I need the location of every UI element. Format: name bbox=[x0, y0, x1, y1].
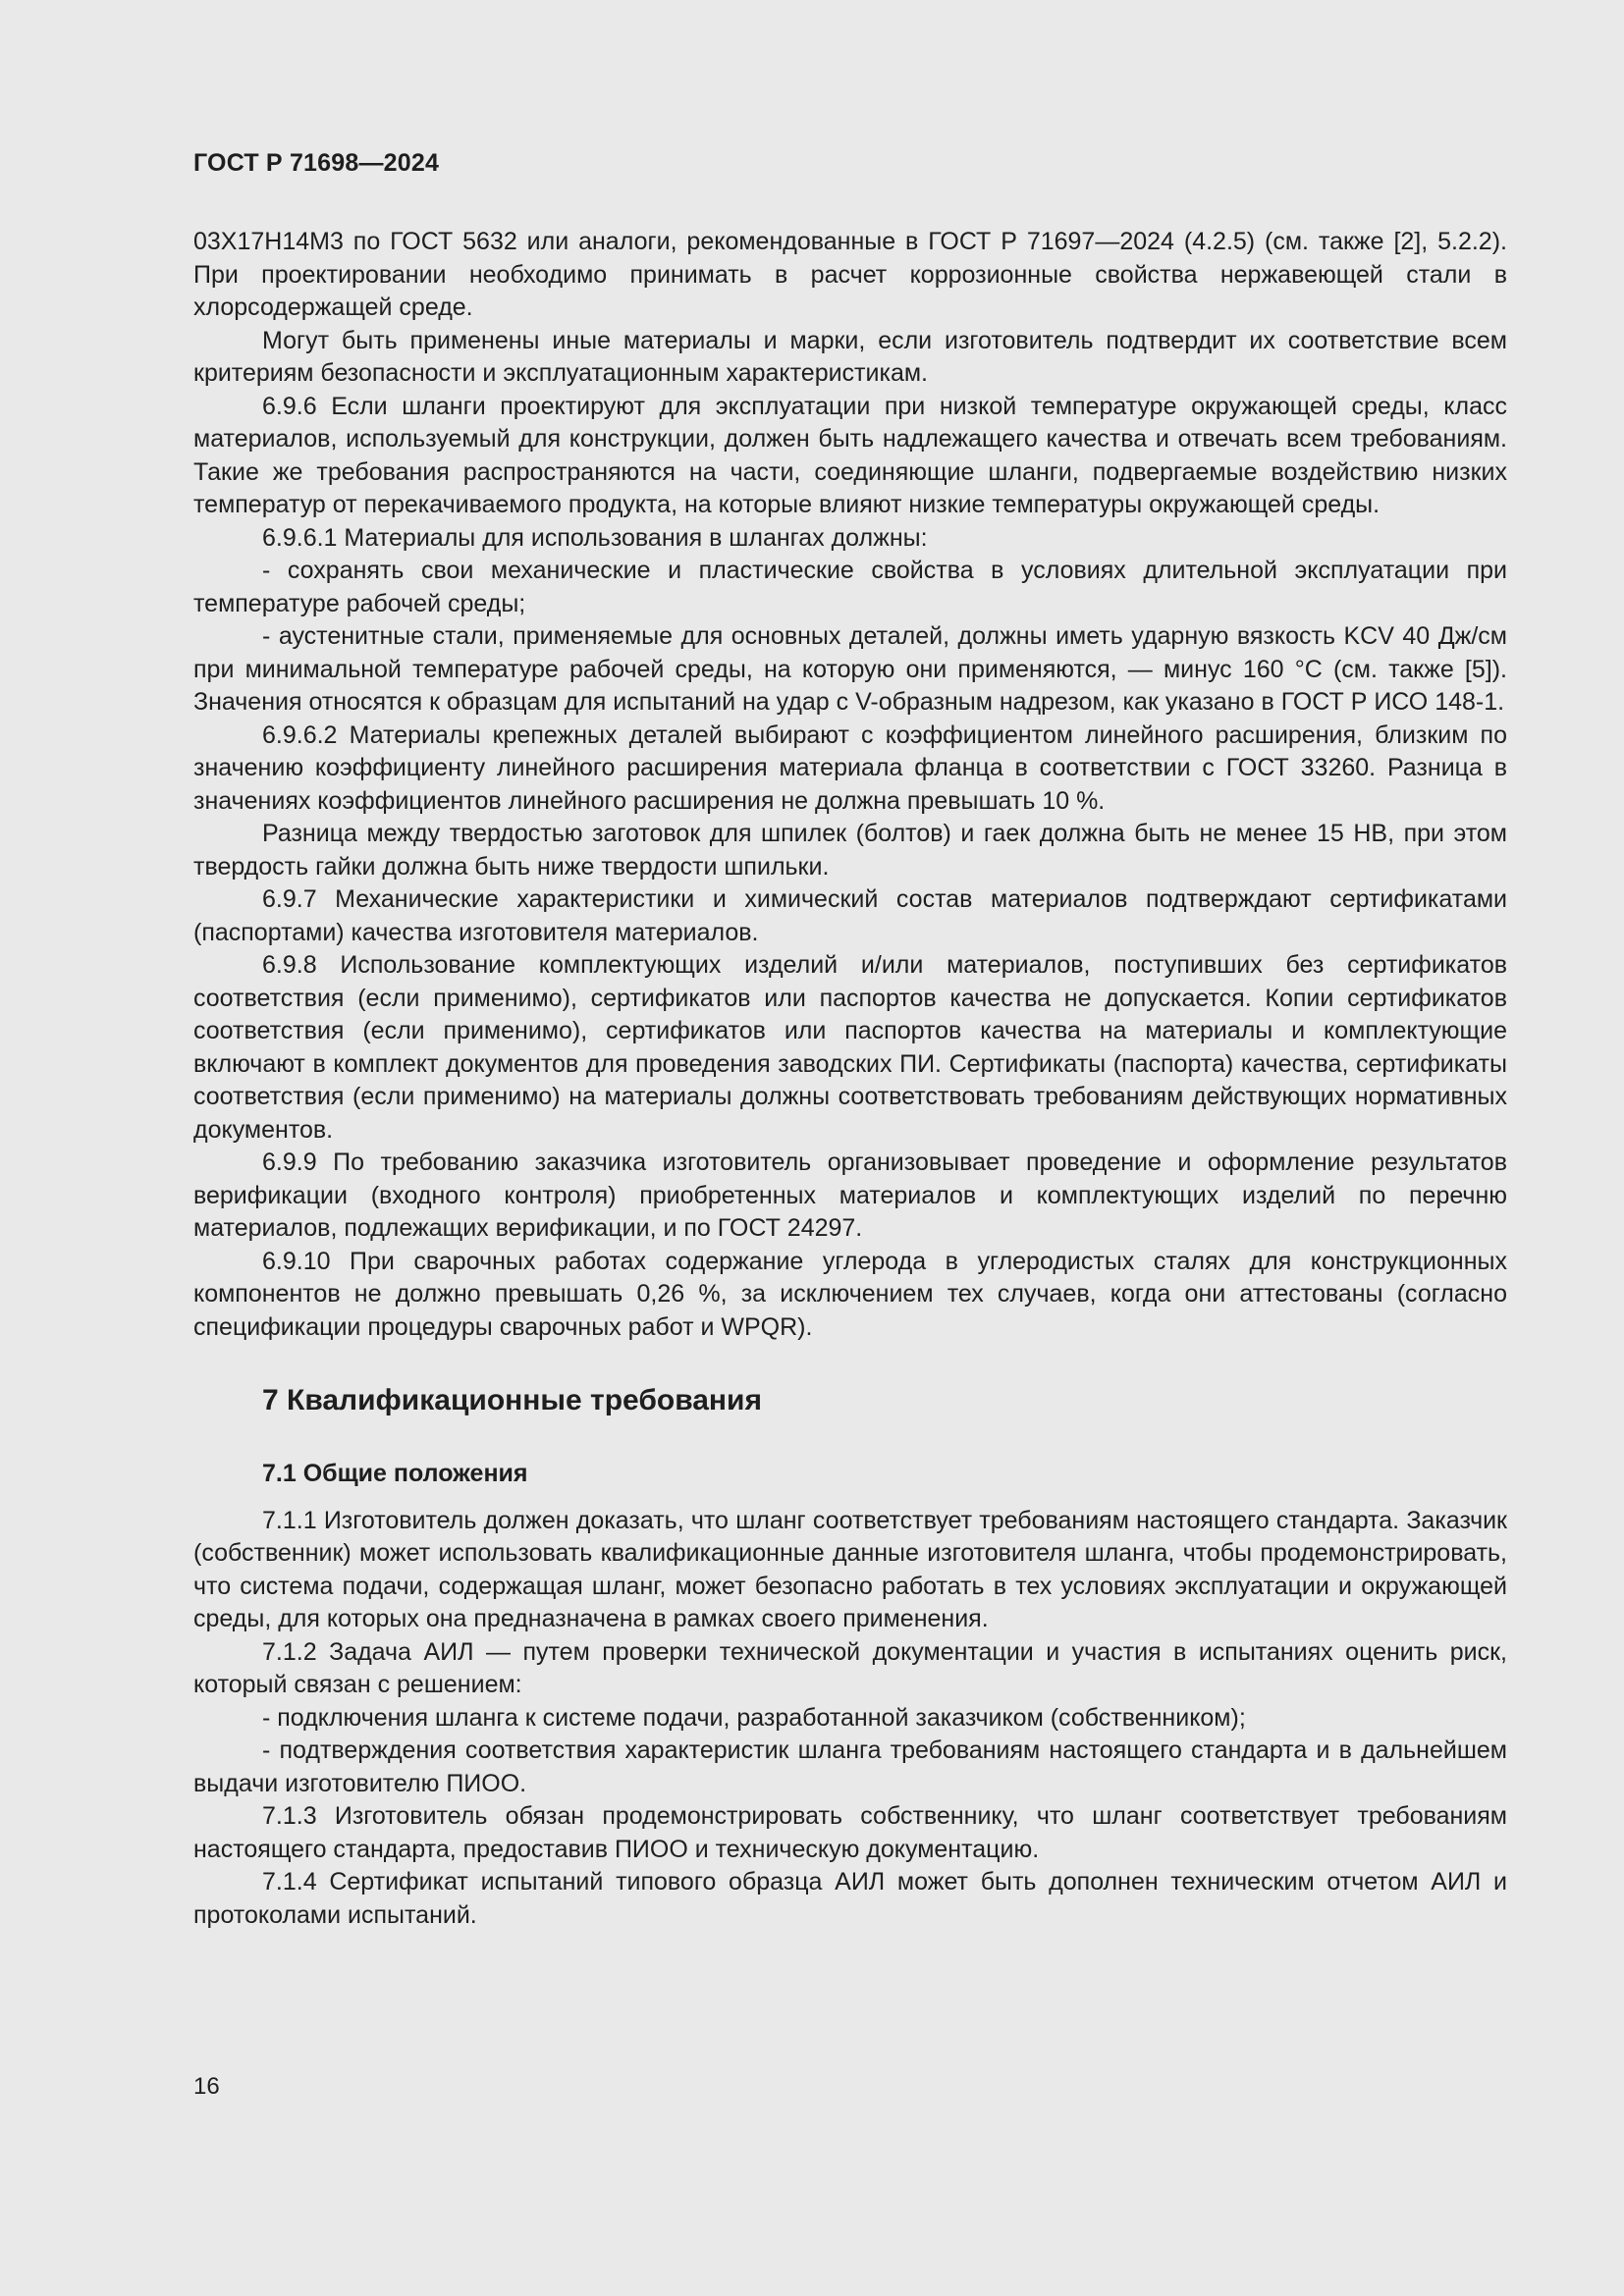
list-item: - подключения шланга к системе подачи, разработанной заказчиком (собственником); bbox=[262, 1703, 1246, 1732]
subsection-heading: 7.1 Общие положения bbox=[262, 1460, 528, 1487]
paragraph: 7.1.3 Изготовитель обязан продемонстрировать собственнику, что шланг соответствует требованиям настоящего стандарта, предоставив ПИОО и техническую документацию. bbox=[193, 1802, 1507, 1863]
paragraph: 6.9.9 По требованию заказчика изготовитель организовывает проведение и оформление результатов верификации (входного контроля) приобретенных материалов и комплектующих изделий по перечню материалов, подлежащих верификации, и по ГОСТ 24297. bbox=[193, 1148, 1507, 1242]
paragraph: 6.9.6.2 Материалы крепежных деталей выбирают с коэффициентом линейного расширения, близким по значению коэффициенту линейного расширения материала фланца в соответствии с ГОСТ 33260. Разница в значениях коэффициентов линейного расширения не должна превышать 10 %. bbox=[193, 721, 1507, 815]
page-number: 16 bbox=[193, 2073, 220, 2100]
paragraph: 6.9.6 Если шланги проектируют для эксплуатации при низкой температуре окружающей среды, класс материалов, используемый для конструкции, должен быть надлежащего качества и отвечать всем требованиям. Такие же требования распространяются на части, соединяющие шланги, подвергаемые воздействию низких температур от перекачиваемого продукта, на которые влияют низкие температуры окружающей среды. bbox=[193, 392, 1507, 518]
paragraph: 6.9.6.1 Материалы для использования в шлангах должны: bbox=[262, 523, 928, 552]
document-header: ГОСТ Р 71698—2024 bbox=[193, 149, 440, 177]
list-item: - аустенитные стали, применяемые для основных деталей, должны иметь ударную вязкость KCV 40 Дж/см при минимальной температуре рабочей среды, на которую они применяются, — минус 160 °С (см. также [5]). Значения относятся к образцам для испытаний на удар с V-образным надрезом, как указано в ГОСТ Р ИСО 148-1. bbox=[193, 622, 1507, 716]
paragraph: 7.1.1 Изготовитель должен доказать, что шланг соответствует требованиям настоящего стандарта. Заказчик (собственник) может использовать квалификационные данные изготовителя шланга, чтобы продемонстрировать, что система подачи, содержащая шланг, может безопасно работать в тех условиях эксплуатации и окружающей среды, для которых она предназначена в рамках своего применения. bbox=[193, 1506, 1507, 1632]
paragraph: Разница между твердостью заготовок для шпилек (болтов) и гаек должна быть не менее 15 НВ, при этом твердость гайки должна быть ниже твердости шпильки. bbox=[193, 820, 1507, 881]
paragraph: 6.9.8 Использование комплектующих изделий и/или материалов, поступивших без сертификатов соответствия (если применимо), сертификатов или паспортов качества не допускается. Копии сертификатов соответствия (если применимо), сертификатов или паспортов качества на материалы и комплектующие включают в комплект документов для проведения заводских ПИ. Сертификаты (паспорта) качества, сертификаты соответствия (если применимо) на материалы должны соответствовать требованиям действующих нормативных документов. bbox=[193, 951, 1507, 1144]
paragraph: 6.9.10 При сварочных работах содержание углерода в углеродистых сталях для конструкционных компонентов не должно превышать 0,26 %, за исключением тех случаев, когда они аттестованы (согласно спецификации процедуры сварочных работ и WPQR). bbox=[193, 1247, 1507, 1341]
section-heading: 7 Квалификационные требования bbox=[262, 1384, 763, 1416]
paragraph: 6.9.7 Механические характеристики и химический состав материалов подтверждают сертификатами (паспортами) качества изготовителя материалов. bbox=[193, 885, 1507, 946]
paragraph: Могут быть применены иные материалы и марки, если изготовитель подтвердит их соответствие всем критериям безопасности и эксплуатационным характеристикам. bbox=[193, 326, 1507, 387]
paragraph: 03Х17Н14М3 по ГОСТ 5632 или аналоги, рекомендованные в ГОСТ Р 71697—2024 (4.2.5) (см. также [2], 5.2.2). При проектировании необходимо принимать в расчет коррозионные свойства нержавеющей стали в хлорсодержащей среде. bbox=[193, 228, 1507, 321]
list-item: - подтверждения соответствия характеристик шланга требованиям настоящего стандарта и в дальнейшем выдачи изготовителю ПИОО. bbox=[193, 1736, 1507, 1797]
paragraph: 7.1.4 Сертификат испытаний типового образца АИЛ может быть дополнен техническим отчетом АИЛ и протоколами испытаний. bbox=[193, 1868, 1507, 1929]
list-item: - сохранять свои механические и пластические свойства в условиях длительной эксплуатации при температуре рабочей среды; bbox=[193, 557, 1507, 617]
document-body bbox=[193, 226, 1507, 1932]
paragraph: 7.1.2 Задача АИЛ — путем проверки технической документации и участия в испытаниях оценить риск, который связан с решением: bbox=[193, 1637, 1507, 1698]
